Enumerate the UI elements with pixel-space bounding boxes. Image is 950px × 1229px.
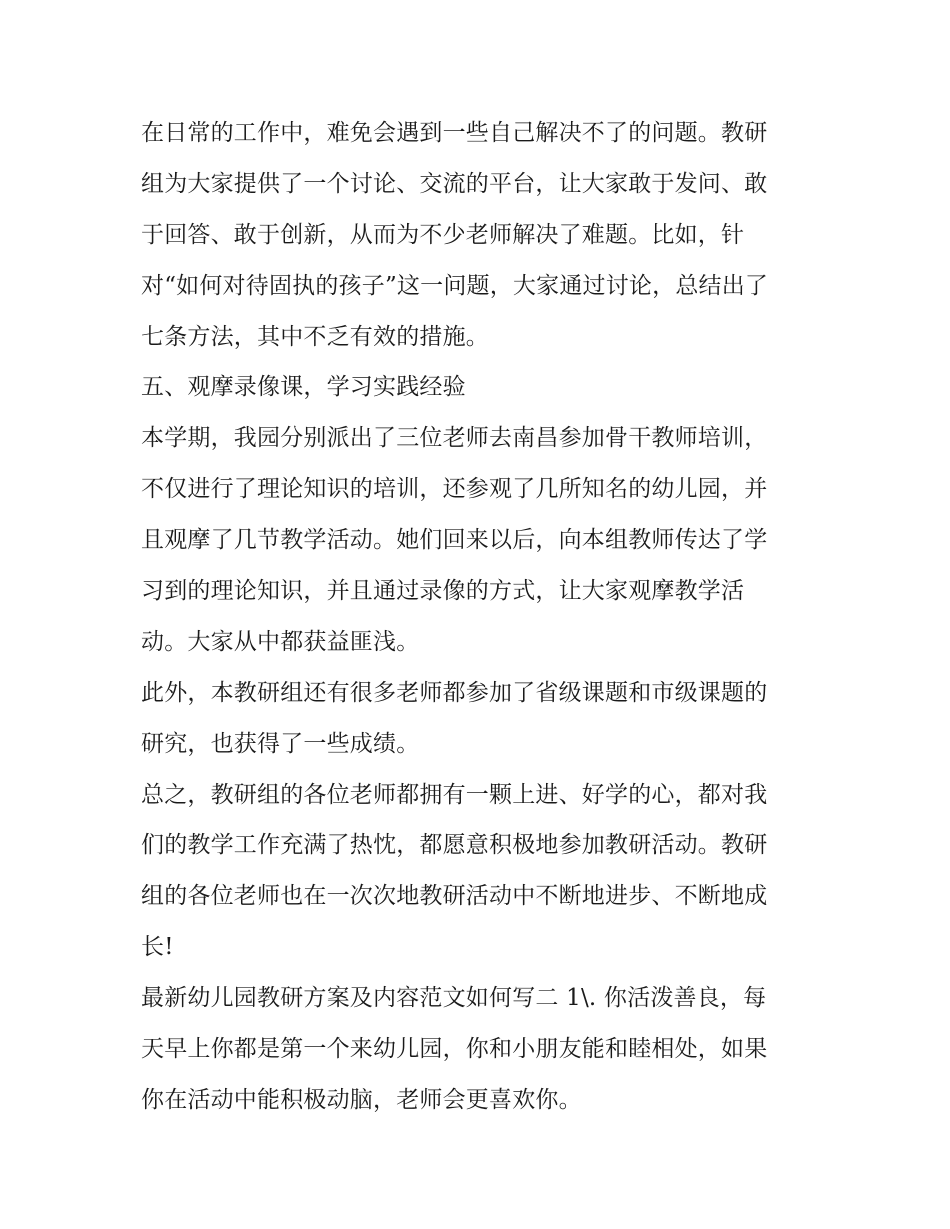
text-line-1: 在日常的工作中，难免会遇到一些自己解决不了的问题。教研 xyxy=(141,120,768,146)
text-line-14: 总之，教研组的各位老师都拥有一颗上进、好学的心，都对我 xyxy=(141,781,768,808)
text-line-16: 组的各位老师也在一次次地教研活动中不断地进步、不断地成 xyxy=(141,883,768,910)
text-line-4: 对“如何对待固执的孩子”这一问题，大家通过讨论，总结出了 xyxy=(141,272,769,299)
text-line-10: 习到的理论知识，并且通过录像的方式，让大家观摩教学活 xyxy=(141,578,745,605)
text-line-17: 长! xyxy=(141,934,174,961)
text-line-2: 组为大家提供了一个讨论、交流的平台，让大家敢于发问、敢 xyxy=(141,170,768,197)
text-line-12: 此外，本教研组还有很多老师都参加了省级课题和市级课题的 xyxy=(141,679,768,706)
text-line-3: 于回答、敢于创新，从而为不少老师解决了难题。比如，针 xyxy=(141,221,745,248)
document-body xyxy=(141,108,817,1126)
text-line-20: 你在活动中能积极动脑，老师会更喜欢你。 xyxy=(141,1086,582,1113)
text-line-11: 动。大家从中都获益匪浅。 xyxy=(141,628,420,655)
text-line-18: 最新幼儿园教研方案及内容范文如何写二 1\. 你活泼善良，每 xyxy=(141,985,767,1012)
text-line-15: 们的教学工作充满了热忱，都愿意积极地参加教研活动。教研 xyxy=(141,832,768,859)
text-line-9: 且观摩了几节教学活动。她们回来以后，向本组教师传达了学 xyxy=(141,527,768,554)
text-line-19: 天早上你都是第一个来幼儿园，你和小朋友能和睦相处，如果 xyxy=(141,1036,768,1063)
text-line-7: 本学期，我园分别派出了三位老师去南昌参加骨干教师培训， xyxy=(141,425,768,452)
text-line-13: 研究，也获得了一些成绩。 xyxy=(141,730,420,757)
text-line-8: 不仅进行了理论知识的培训，还参观了几所知名的幼儿园，并 xyxy=(141,476,768,503)
text-line-5: 七条方法，其中不乏有效的措施。 xyxy=(141,323,489,350)
section-heading: 五、观摩录像课，学习实践经验 xyxy=(141,374,466,401)
